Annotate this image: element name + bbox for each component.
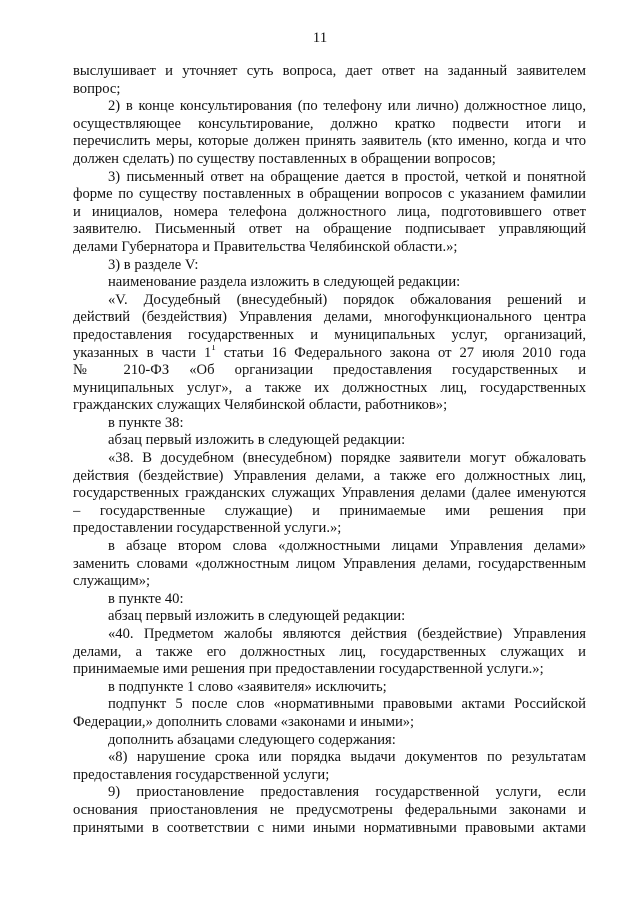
text-line (73, 257, 586, 275)
line-text: в пункте 40: (108, 590, 184, 607)
line-text: «38. В досудебном (внесудебном) порядке заявители могут обжаловать (108, 450, 586, 467)
line-text: должен сделать) по существу поставленных в обращении вопросов; (73, 150, 496, 167)
text-line (73, 63, 586, 81)
line-text: действий (бездействия) Управления делами, многофункционального центра (73, 309, 586, 326)
text-line (73, 556, 586, 574)
text-line (73, 520, 586, 538)
line-text: выслушивает и уточняет суть вопроса, дает ответ на заданный заявителем (73, 63, 586, 79)
line-text: предоставлении государственной услуги.»; (73, 520, 342, 537)
line-text: муниципальных услуг», а также их должностных лиц, государственных (73, 379, 586, 396)
text-line (73, 292, 586, 310)
text-line (73, 749, 586, 767)
text-line (73, 169, 586, 187)
text-line (73, 714, 586, 732)
line-text: абзац первый изложить в следующей редакции: (108, 608, 406, 625)
text-line (73, 133, 586, 151)
line-text: 3) письменный ответ на обращение дается в простой, четкой и понятной (108, 168, 586, 185)
line-text: служащим»; (73, 573, 151, 590)
text-line (73, 116, 586, 134)
line-text: указанных в части 1 (73, 344, 212, 361)
document-body (73, 63, 586, 837)
line-text: в подпункте 1 слово «заявителя» исключить; (108, 678, 387, 695)
text-line (73, 608, 586, 626)
text-line (73, 186, 586, 204)
text-line (73, 98, 586, 116)
line-text: действия (бездействие) Управления делами, а также его должностных лиц, (73, 467, 586, 484)
text-line (73, 450, 586, 468)
text-line (73, 732, 586, 750)
line-text: и инициалов, номера телефона должностного лица, подготовившего ответ (73, 203, 586, 220)
line-text: 9) приостановление предоставления государственной услуги, если (108, 784, 586, 801)
line-text: дополнить абзацами следующего содержания: (108, 731, 396, 748)
line-text: принимаемые ими решения при предоставлении государственной услуги.»; (73, 661, 544, 678)
text-line (73, 644, 586, 662)
text-line (73, 204, 586, 222)
text-line (73, 661, 586, 679)
page-number: 11 (312, 30, 328, 46)
text-line (73, 239, 586, 257)
text-line (73, 802, 586, 820)
line-text: вопрос; (73, 80, 121, 97)
text-line (73, 345, 586, 363)
superscript: 1 (211, 344, 216, 352)
line-text: 3) в разделе V: (108, 256, 199, 273)
text-line (73, 309, 586, 327)
line-text: основания приостановления не предусмотрены федеральными законами и (73, 801, 586, 818)
text-line (73, 591, 586, 609)
line-text: Федерации,» дополнить словами «законами и иными»; (73, 713, 415, 730)
text-line (73, 362, 586, 380)
line-text: предоставления государственной услуги; (73, 766, 330, 783)
line-text: перечислить меры, которые должен принять заявитель (кто именно, когда и что (73, 133, 586, 150)
text-line (73, 221, 586, 239)
text-line (73, 432, 586, 450)
text-line (73, 538, 586, 556)
line-text: «8) нарушение срока или порядка выдачи документов по результатам (108, 749, 586, 766)
text-line (73, 380, 586, 398)
line-text: в абзаце втором слова «должностными лицами Управления делами» (108, 538, 586, 555)
line-text: 2) в конце консультирования (по телефону или лично) должностное лицо, (108, 98, 586, 115)
line-text: «40. Предметом жалобы являются действия (бездействие) Управления (108, 626, 586, 642)
text-line (73, 696, 586, 714)
line-text: заявителю. Письменный ответ на обращение подписывает управляющий (73, 221, 586, 238)
line-text: в пункте 38: (108, 414, 184, 431)
text-line (73, 151, 586, 169)
line-text: № 210-ФЗ «Об организации предоставления государственных и (73, 362, 586, 379)
line-text: абзац первый изложить в следующей редакции: (108, 432, 406, 449)
line-text: заменить словами «должностным лицом Управления делами, государственным (73, 555, 586, 572)
line-text: наименование раздела изложить в следующей редакции: (108, 274, 461, 291)
text-line (73, 327, 586, 345)
text-line (73, 626, 586, 644)
text-line (73, 485, 586, 503)
text-line (73, 81, 586, 99)
text-line (73, 767, 586, 785)
line-text: подпункт 5 после слов «нормативными правовыми актами Российской (108, 696, 586, 713)
text-line (73, 468, 586, 486)
line-text-tail: статьи 16 Федерального закона от 27 июля 2010 года (215, 344, 586, 361)
line-text: «V. Досудебный (внесудебный) порядок обжалования решений и (108, 291, 586, 308)
text-line (73, 274, 586, 292)
line-text: предоставления государственных и муниципальных услуг, организаций, (73, 326, 586, 343)
line-text: гражданских служащих Челябинской области, работников»; (73, 397, 448, 414)
text-line (73, 415, 586, 433)
line-text: осуществляющее консультирование, должно кратко подвести итоги и (73, 115, 586, 132)
text-line (73, 573, 586, 591)
line-text: делами Губернатора и Правительства Челябинской области.»; (73, 238, 458, 255)
line-text: государственных гражданских служащих Управления делами (далее именуются (73, 485, 586, 502)
text-line (73, 679, 586, 697)
text-line (73, 503, 586, 521)
line-text: форме по существу поставленных в обращении вопросов с указанием фамилии (73, 186, 586, 203)
text-line (73, 784, 586, 802)
line-text: делами, а также его должностных лиц, государственных служащих и (73, 643, 586, 660)
text-line (73, 397, 586, 415)
line-text: принятыми в соответствии с ними иными нормативными правовыми актами (73, 819, 586, 836)
text-line (73, 820, 586, 838)
line-text: – государственные служащие) и принимаемые ими решения при (73, 502, 586, 519)
